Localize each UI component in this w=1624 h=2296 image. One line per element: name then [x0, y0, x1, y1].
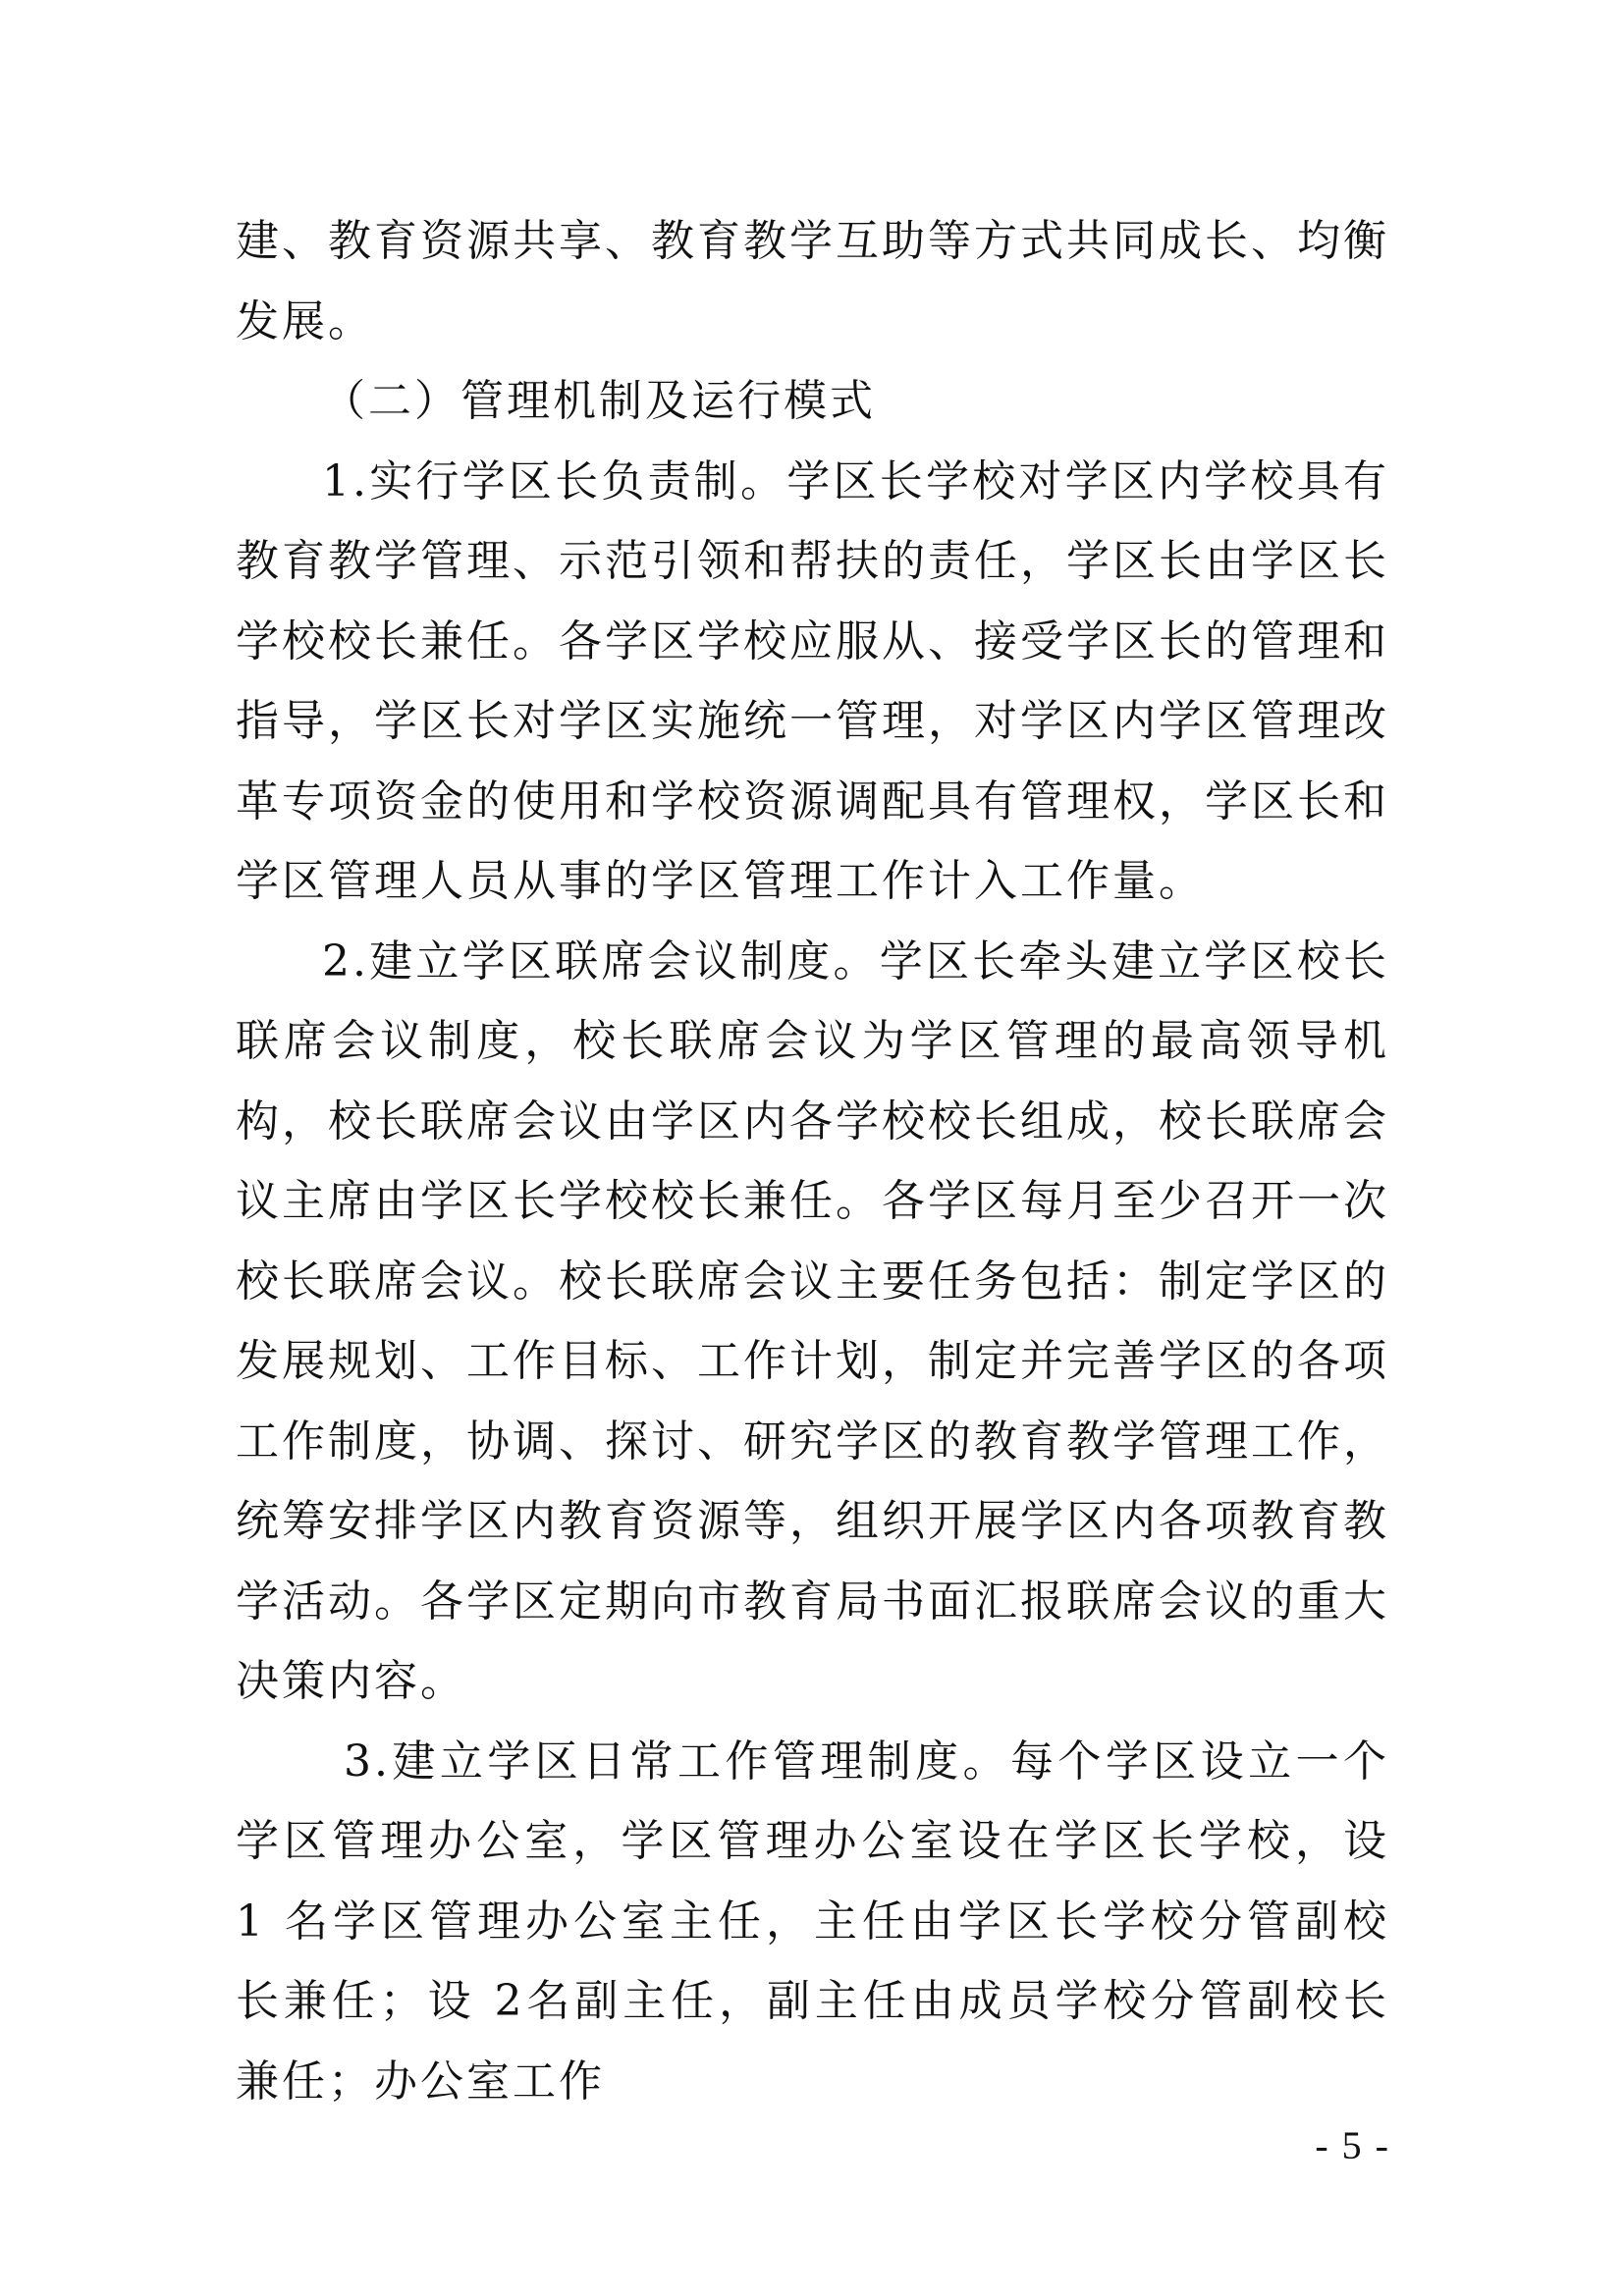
paragraph-item-3: 3.建立学区日常工作管理制度。每个学区设立一个学区管理办公室，学区管理办公室设在学区长学校，设 1 名学区管理办公室主任，主任由学区长学校分管副校长兼任；设 2名副主任，副主任由成员学校分管副校长兼任；办公室工作: [236, 1735, 1389, 2107]
page-number: - 5 -: [1315, 2123, 1390, 2167]
paragraph-item-2: 2.建立学区联席会议制度。学区长牵头建立学区校长联席会议制度，校长联席会议为学区管理的最高领导机构，校长联席会议由学区内各学校校长组成，校长联席会议主席由学区长学校校长兼任。各学区每月至少召开一次校长联席会议。校长联席会议主要任务包括：制定学区的发展规划、工作目标、工作计划，制定并完善学区的各项工作制度，协调、探讨、研究学区的教育教学管理工作，统筹安排学区内教育资源等，组织开展学区内各项教育教学活动。各学区定期向市教育局书面汇报联席会议的重大决策内容。: [236, 935, 1389, 1706]
paragraph-item-1: 1.实行学区长负责制。学区长学校对学区内学校具有教育教学管理、示范引领和帮扶的责任，学区长由学区长学校校长兼任。各学区学校应服从、接受学区长的管理和指导，学区长对学区实施统一管理，对学区内学区管理改革专项资金的使用和学校资源调配具有管理权，学区长和学区管理人员从事的学区管理工作计入工作量。: [236, 455, 1389, 906]
body-text: [236, 201, 1389, 2121]
section-heading: （二）管理机制及运行模式: [322, 376, 876, 426]
paragraph-continuation: 建、教育资源共享、教育教学互助等方式共同成长、均衡发展。: [236, 216, 1389, 347]
